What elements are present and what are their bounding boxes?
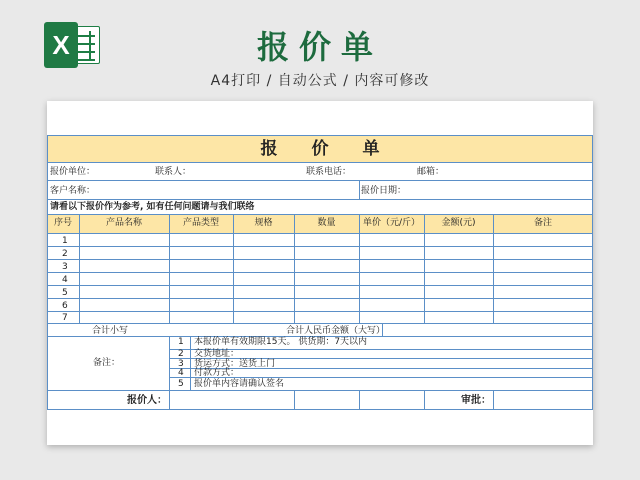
sheet-title[interactable]: 报 价 单 bbox=[260, 139, 380, 159]
quote-company-label[interactable]: 报价单位： bbox=[50, 167, 96, 177]
total-label[interactable]: 合计人民币金额（大写） bbox=[286, 326, 386, 336]
remark-text[interactable]: 本报价单有效期限15天。 供货期：7天以内 bbox=[194, 337, 368, 347]
remark-text[interactable]: 交货地址： bbox=[194, 349, 240, 359]
header-unit-price[interactable]: 单价（元/斤） bbox=[362, 218, 421, 228]
remark-number[interactable]: 1 bbox=[178, 337, 184, 347]
quoter-label[interactable]: 报价人： bbox=[127, 395, 167, 406]
note-line[interactable]: 请看以下报价作为参考, 如有任何问题请与我们联络 bbox=[50, 202, 255, 212]
page-title: 报价单 bbox=[256, 28, 383, 66]
excel-logo-letter: X bbox=[44, 22, 78, 68]
remarks-label[interactable]: 备注： bbox=[93, 358, 121, 368]
header-seq[interactable]: 序号 bbox=[53, 218, 72, 228]
page-subtitle: A4打印 / 自动公式 / 内容可修改 bbox=[210, 73, 430, 89]
row-number[interactable]: 4 bbox=[62, 275, 68, 285]
remark-number[interactable]: 2 bbox=[178, 349, 184, 359]
contact-person-label[interactable]: 联系人： bbox=[155, 167, 192, 177]
remark-text[interactable]: 货运方式：送货上门 bbox=[194, 359, 276, 369]
quotation-sheet bbox=[47, 101, 593, 445]
quote-date-label[interactable]: 报价日期： bbox=[361, 186, 407, 196]
remark-number[interactable]: 3 bbox=[178, 359, 184, 369]
row-number[interactable]: 6 bbox=[62, 301, 68, 311]
header-product-type[interactable]: 产品类型 bbox=[182, 218, 219, 228]
email-label[interactable]: 邮箱： bbox=[417, 167, 445, 177]
row-number[interactable]: 1 bbox=[62, 236, 68, 246]
row-number[interactable]: 5 bbox=[62, 288, 68, 298]
row-number[interactable]: 2 bbox=[62, 249, 68, 259]
subtotal-label[interactable]: 合计小写 bbox=[92, 326, 129, 336]
remark-text[interactable]: 付款方式： bbox=[194, 368, 240, 378]
customer-name-label[interactable]: 客户名称： bbox=[50, 186, 96, 196]
row-number[interactable]: 7 bbox=[62, 313, 68, 323]
remark-number[interactable]: 4 bbox=[178, 368, 184, 378]
header-amount[interactable]: 金额(元) bbox=[441, 218, 476, 228]
header-product-name[interactable]: 产品名称 bbox=[105, 218, 142, 228]
row-number[interactable]: 3 bbox=[62, 262, 68, 272]
contact-phone-label[interactable]: 联系电话： bbox=[306, 167, 352, 177]
header-spec[interactable]: 规格 bbox=[254, 218, 273, 228]
remark-number[interactable]: 5 bbox=[178, 379, 184, 389]
header-quantity[interactable]: 数量 bbox=[317, 218, 336, 228]
remark-text[interactable]: 报价单内容请确认签名 bbox=[194, 379, 285, 389]
header-remark[interactable]: 备注 bbox=[533, 218, 552, 228]
approve-label[interactable]: 审批： bbox=[461, 395, 491, 406]
